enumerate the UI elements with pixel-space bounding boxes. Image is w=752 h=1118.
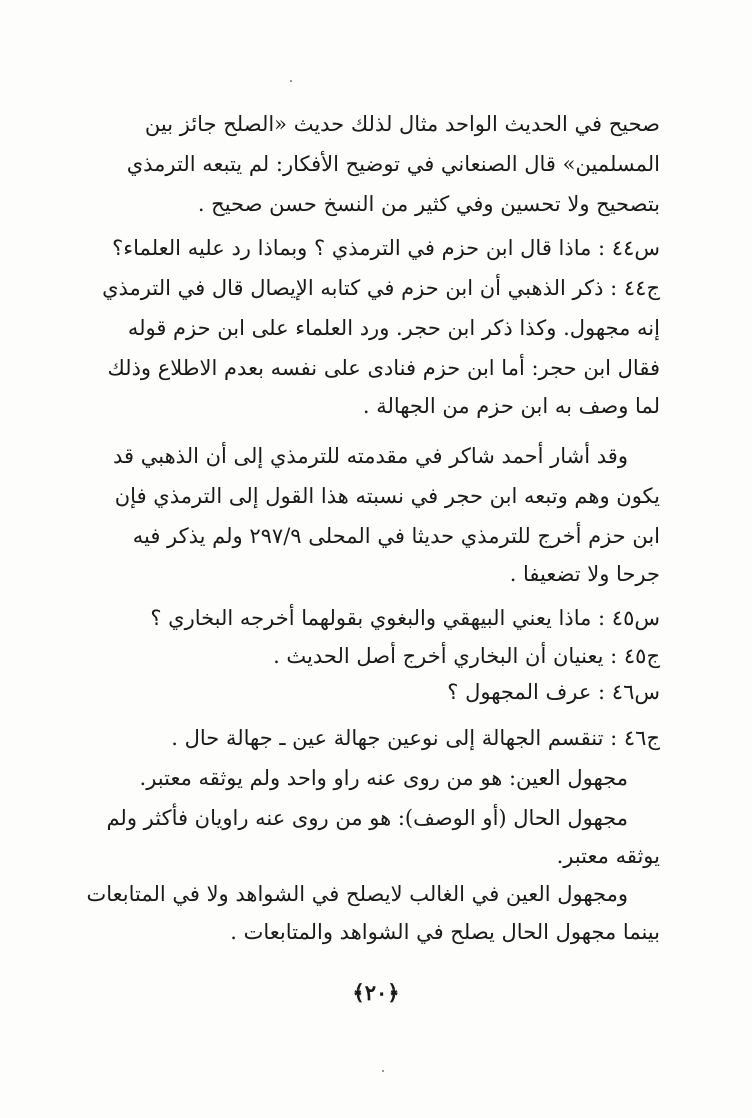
text-line: يكون وهم وتبعه ابن حجر في نسبته هذا القول إلى الترمذي فإن — [114, 484, 660, 508]
text-line: بينما مجهول الحال يصلح في الشواهد والمتابعات . — [230, 920, 660, 944]
question-45: س٤٥ : ماذا يعني البيهقي والبغوي بقولهما أخرجه البخاري ؟ — [150, 606, 660, 630]
text-line: صحيح في الحديث الواحد مثال لذلك حديث «الصلح جائز بين — [144, 112, 660, 136]
paper-speck — [290, 80, 292, 82]
paragraph-start: ومجهول العين في الغالب لايصلح في الشواهد ولا في المتابعات — [86, 882, 628, 906]
paragraph-start: وقد أشار أحمد شاكر في مقدمته للترمذي إلى أن الذهبي قد — [113, 444, 628, 468]
text-line: إنه مجهول. وكذا ذكر ابن حجر. ورد العلماء على ابن حزم قوله — [127, 316, 660, 340]
text-line: بتصحيح ولا تحسين وفي كثير من النسخ حسن صحيح . — [197, 192, 660, 216]
page-number: ﴿٢٠﴾ — [352, 980, 400, 1005]
paper-speck — [382, 1070, 384, 1072]
text-line: ابن حزم أخرج للترمذي حديثا في المحلى ٢٩٧/٩ ولم يذكر فيه — [132, 524, 660, 548]
definition-unknown-person: مجهول العين: هو من روى عنه راو واحد ولم يوثقه معتبر. — [139, 766, 628, 790]
answer-45: ج٤٥ : يعنيان أن البخاري أخرج أصل الحديث . — [273, 644, 660, 668]
text-line: جرحا ولا تضعيفا . — [509, 562, 660, 586]
question-44: س٤٤ : ماذا قال ابن حزم في الترمذي ؟ وبماذا رد عليه العلماء؟ — [112, 236, 660, 260]
answer-46: ج٤٦ : تنقسم الجهالة إلى نوعين جهالة عين ـ جهالة حال . — [171, 726, 660, 750]
text-line: المسلمين» قال الصنعاني في توضيح الأفكار: لم يتبعه الترمذي — [126, 152, 660, 176]
text-line: فقال ابن حجر: أما ابن حزم فنادى على نفسه بعدم الاطلاع وذلك — [107, 356, 660, 380]
text-line: يوثقه معتبر. — [556, 844, 660, 868]
answer-44: ج٤٤ : ذكر الذهبي أن ابن حزم في كتابه الإيصال قال في الترمذي — [102, 276, 660, 300]
text-line: لما وصف به ابن حزم من الجهالة . — [362, 394, 660, 418]
definition-unknown-status: مجهول الحال (أو الوصف): هو من روى عنه راويان فأكثر ولم — [106, 806, 628, 830]
question-46: س٤٦ : عرف المجهول ؟ — [447, 680, 660, 704]
